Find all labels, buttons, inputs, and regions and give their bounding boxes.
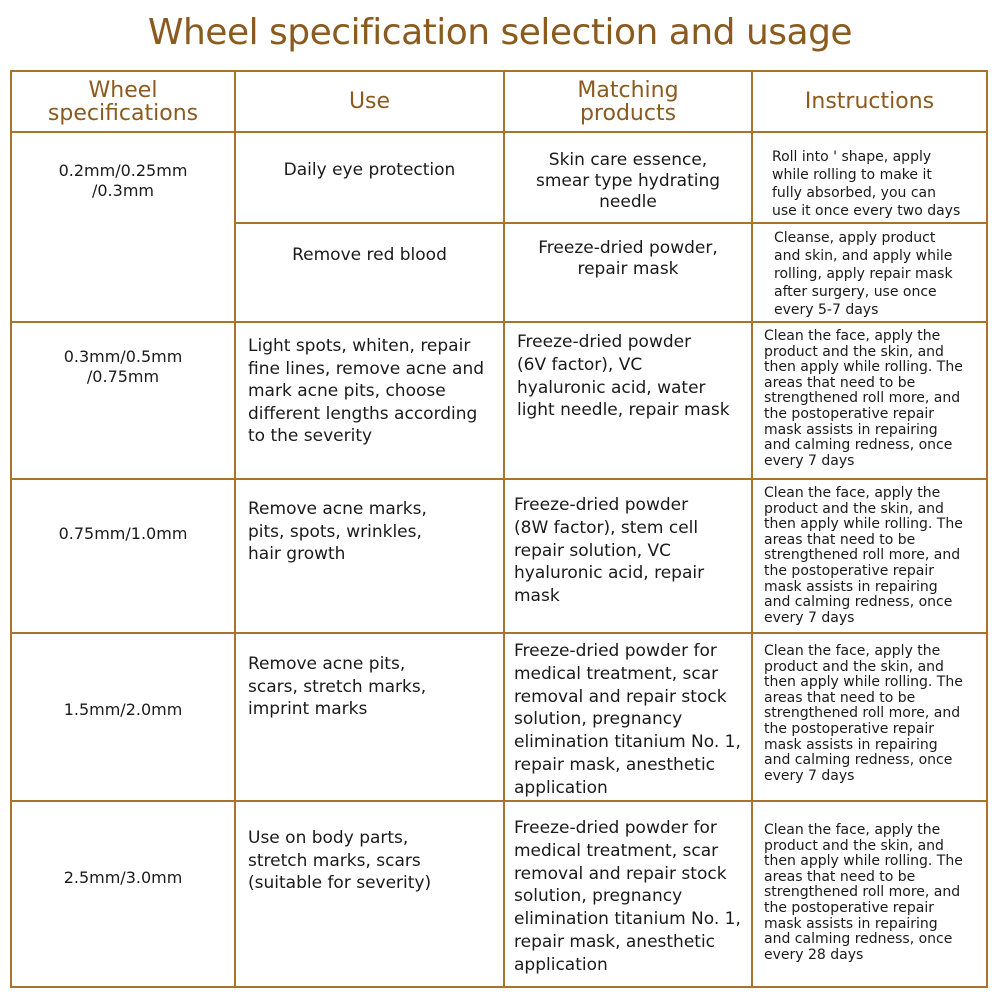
- use-text: Remove red blood: [292, 245, 447, 265]
- spec-text: 1.5mm/2.0mm: [63, 700, 183, 719]
- header-label: Use: [348, 89, 391, 114]
- use-text: Remove acne marks, pits, spots, wrinkles, hair growth: [248, 499, 427, 564]
- instructions-text: Clean the face, apply the product and the skin, and then apply while rolling. The areas that need to be strengthened roll more, and the postoperative repair mask assists in repairing and calming redness, once every 28 days: [764, 822, 963, 963]
- row-divider: [10, 131, 988, 133]
- column-divider: [751, 70, 753, 988]
- header-label: Instructions: [804, 89, 935, 114]
- instructions-cell: [772, 148, 986, 220]
- spec-text: 0.75mm/1.0mm: [58, 524, 188, 543]
- use-cell: [248, 827, 503, 895]
- header-label: Wheel specifications: [47, 77, 199, 126]
- instructions-cell: [774, 229, 986, 319]
- use-text: Use on body parts, stretch marks, scars (suitable for severity): [248, 828, 432, 893]
- products-text: Skin care essence, smear type hydrating needle: [535, 150, 721, 212]
- products-cell: [517, 331, 751, 422]
- instructions-text: Clean the face, apply the product and the skin, and then apply while rolling. The areas that need to be strengthened roll more, and the postoperative repair mask assists in repairing and calming redness, once every 7 days: [764, 485, 963, 626]
- use-cell: [236, 159, 503, 181]
- use-text: Remove acne pits, scars, stretch marks, imprint marks: [248, 654, 427, 719]
- row-divider: [10, 321, 988, 323]
- products-cell: [514, 494, 751, 608]
- instructions-cell: [764, 486, 986, 626]
- header-use: [236, 72, 503, 131]
- use-cell: [248, 335, 503, 448]
- header-matching-products: [505, 72, 751, 131]
- page-title: Wheel specification selection and usage: [147, 12, 853, 53]
- row-divider: [10, 632, 988, 634]
- use-cell: [236, 244, 503, 266]
- spec-cell: [12, 700, 234, 720]
- use-text: Daily eye protection: [283, 160, 456, 180]
- products-text: Freeze-dried powder, repair mask: [538, 238, 718, 279]
- products-cell: [514, 640, 751, 800]
- spec-cell: [12, 524, 234, 544]
- row-divider: [10, 800, 988, 802]
- spec-cell: [12, 347, 234, 387]
- products-cell: [505, 238, 751, 280]
- header-wheel-specifications: [12, 72, 234, 131]
- products-cell: [505, 150, 751, 213]
- instructions-text: Cleanse, apply product and skin, and apply while rolling, apply repair mask after surgery, use once every 5-7 days: [774, 230, 953, 318]
- use-text: Light spots, whiten, repair fine lines, remove acne and mark acne pits, choose different lengths according to the severity: [248, 336, 485, 446]
- header-instructions: [753, 72, 986, 131]
- use-cell: [248, 653, 503, 721]
- spec-text: 0.3mm/0.5mm /0.75mm: [63, 347, 183, 386]
- products-text: Freeze-dried powder (8W factor), stem cell repair solution, VC hyaluronic acid, repair mask: [514, 495, 705, 607]
- use-cell: [248, 498, 503, 566]
- instructions-text: Roll into ' shape, apply while rolling to make it fully absorbed, you can use it once every two days: [772, 149, 961, 219]
- spec-text: 2.5mm/3.0mm: [63, 868, 183, 887]
- spec-text: 0.2mm/0.25mm /0.3mm: [58, 161, 188, 200]
- instructions-cell: [764, 329, 986, 469]
- instructions-text: Clean the face, apply the product and the skin, and then apply while rolling. The areas that need to be strengthened roll more, and the postoperative repair mask assists in repairing and calming redness, once every 7 days: [764, 328, 963, 469]
- products-text: Freeze-dried powder (6V factor), VC hyaluronic acid, water light needle, repair mask: [517, 332, 730, 421]
- spec-cell: [12, 161, 234, 201]
- instructions-cell: [764, 644, 986, 784]
- products-text: Freeze-dried powder for medical treatment, scar removal and repair stock solution, pregnancy elimination titanium No. 1, repair mask, anesthetic application: [514, 818, 741, 975]
- row-divider: [234, 222, 988, 224]
- instructions-text: Clean the face, apply the product and the skin, and then apply while rolling. The areas that need to be strengthened roll more, and the postoperative repair mask assists in repairing and calming redness, once every 7 days: [764, 643, 963, 784]
- products-cell: [514, 817, 751, 977]
- instructions-cell: [764, 823, 986, 963]
- row-divider: [10, 478, 988, 480]
- products-text: Freeze-dried powder for medical treatment, scar removal and repair stock solution, pregnancy elimination titanium No. 1, repair mask, anesthetic application: [514, 641, 741, 798]
- column-divider: [234, 70, 236, 988]
- spec-cell: [12, 868, 234, 888]
- header-label: Matching products: [577, 77, 679, 126]
